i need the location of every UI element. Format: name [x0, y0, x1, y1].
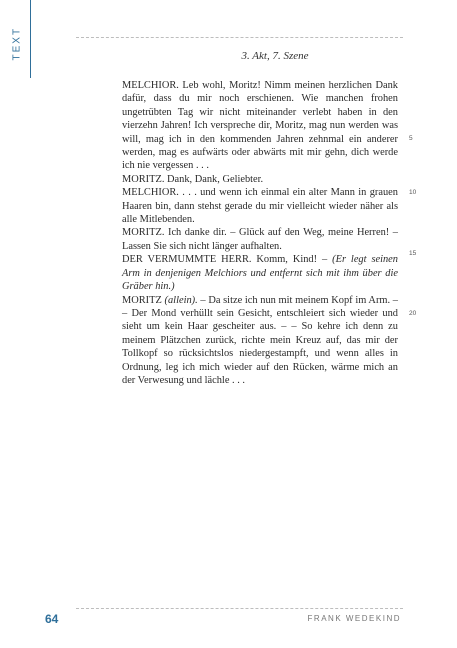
- speech-text: . . . und wenn ich einmal ein alter Mann in grauen Haaren bin, dann stehst gerade du mir vielleicht wieder näher als alle Mitlebenden.: [122, 187, 398, 226]
- top-divider: [76, 37, 403, 38]
- speech-text: Ich danke dir. – Glück auf den Weg, meine Herren! – Lassen Sie sich nicht länger aufhalten.: [122, 227, 398, 252]
- stage-direction: (allein).: [164, 294, 198, 306]
- speaker-name: DER VERMUMMTE HERR.: [122, 254, 252, 266]
- section-label: TEXT: [11, 26, 23, 61]
- speech-text: Komm, Kind! –: [256, 254, 328, 266]
- page-number: 64: [45, 612, 59, 626]
- line-number: 5: [409, 135, 413, 142]
- speech-block: [122, 226, 398, 253]
- stage-direction: (Er legt seinen Arm in denjenigen Melchiors und entfernt sich mit ihm über die Gräber hin.): [122, 254, 398, 293]
- speaker-name: MORITZ: [122, 294, 162, 306]
- speech-block: [122, 186, 398, 226]
- scene-heading: 3. Akt, 7. Szene: [241, 50, 309, 62]
- play-text: [122, 79, 398, 387]
- speaker-name: MORITZ.: [122, 173, 165, 185]
- speech-block: [122, 79, 398, 173]
- bottom-divider: [76, 608, 403, 609]
- speech-text: Leb wohl, Moritz! Nimm meinen herzlichen Dank dafür, dass du mir noch erschienen. Wie manchen frohen ungetrübten Tag wir nicht miteinander verlebt haben in den vierzehn Jahren! Ich verspreche dir, Moritz, mag nun werden was will, mag ich in den kommenden Jahren zehnmal ein anderer werden, mag es aufwärts oder abwärts mit mir gehn, dich werde ich nie vergessen . . .: [122, 80, 398, 172]
- speech-text: – Da sitze ich nun mit meinem Kopf im Arm. – – Der Mond verhüllt sein Gesicht, entschleiert sich wieder und sieht um kein Haar gescheiter aus. – – So kehre ich denn zu meinem Plätzchen zurück, richte mein Kreuz auf, das mir der Tollkopf so rücksichtslos niedergestampft, und wenn alles in Ordnung, leg ich mich wieder auf den Rücken, wärme mich an der Verwesung und lächle . . .: [122, 294, 398, 386]
- running-footer: FRANK WEDEKIND: [307, 614, 401, 623]
- speech-block: [122, 173, 398, 186]
- speaker-name: MELCHIOR.: [122, 80, 179, 91]
- speech-block: [122, 253, 398, 293]
- side-rule: [30, 0, 31, 78]
- speech-text: Dank, Dank, Geliebter.: [167, 173, 264, 185]
- speech-block: [122, 294, 398, 388]
- speaker-name: MORITZ.: [122, 227, 165, 239]
- speaker-name: MELCHIOR.: [122, 187, 179, 199]
- line-number: 15: [409, 250, 417, 257]
- line-number: 20: [409, 310, 417, 317]
- line-number: 10: [409, 189, 417, 196]
